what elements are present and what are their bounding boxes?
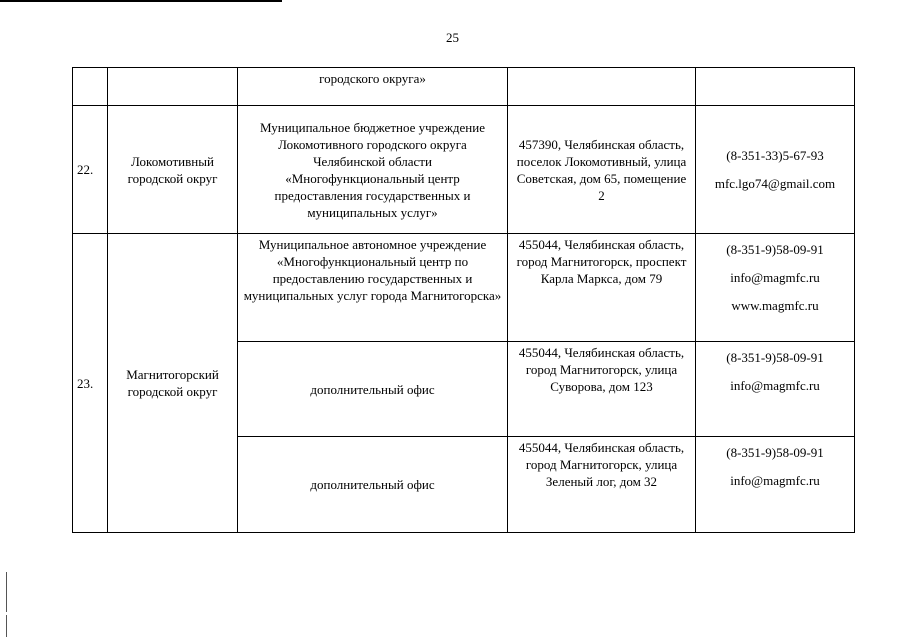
email: info@magmfc.ru: [730, 270, 820, 285]
website: www.magmfc.ru: [731, 298, 819, 313]
table-row-22: [73, 106, 855, 234]
phone: (8-351-9)58-09-91: [726, 350, 824, 365]
phone: (8-351-9)58-09-91: [726, 242, 824, 257]
district-name: Локомотивный городской округ: [108, 106, 238, 234]
org-name: дополнительный офис: [238, 342, 508, 437]
num-cell: [73, 68, 108, 106]
mfc-table: [72, 67, 855, 533]
row-number: 22.: [73, 106, 108, 234]
email: mfc.lgo74@gmail.com: [714, 175, 836, 191]
scan-edge-mark: [6, 572, 7, 612]
table-row-continuation: [73, 68, 855, 106]
org-name: Муниципальное бюджетное учреждение Локомотивного городского округа Челябинской области «Многофункциональный центр предоставления государственных и муниципальных услуг»: [238, 106, 508, 234]
scan-edge-mark: [6, 615, 7, 637]
org-name: Муниципальное автономное учреждение «Многофункциональный центр по предоставлению государственных и муниципальных услуг города Магнитогорска»: [238, 234, 508, 342]
address: 455044, Челябинская область, город Магнитогорск, улица Зеленый лог, дом 32: [508, 437, 696, 533]
district-name: Магнитогорский городской округ: [108, 234, 238, 533]
contacts: [696, 234, 855, 342]
contacts: [696, 437, 855, 533]
contacts: [696, 106, 855, 234]
address-cell: [508, 68, 696, 106]
page-number: 25: [446, 30, 459, 45]
org-cell: городского округа»: [238, 68, 508, 106]
contacts-cell: [696, 68, 855, 106]
district-cell: [108, 68, 238, 106]
phone: (8-351-9)58-09-91: [726, 445, 824, 460]
email: info@magmfc.ru: [730, 473, 820, 488]
contacts: [696, 342, 855, 437]
email: info@magmfc.ru: [730, 378, 820, 393]
org-name: дополнительный офис: [238, 437, 508, 533]
row-number: 23.: [73, 234, 108, 533]
phone: (8-351-33)5-67-93: [726, 147, 824, 163]
address: 457390, Челябинская область, поселок Локомотивный, улица Советская, дом 65, помещение 2: [508, 106, 696, 234]
table-row-23: [73, 234, 855, 342]
top-rule: [0, 0, 282, 2]
address: 455044, Челябинская область, город Магнитогорск, проспект Карла Маркса, дом 79: [508, 234, 696, 342]
address: 455044, Челябинская область, город Магнитогорск, улица Суворова, дом 123: [508, 342, 696, 437]
